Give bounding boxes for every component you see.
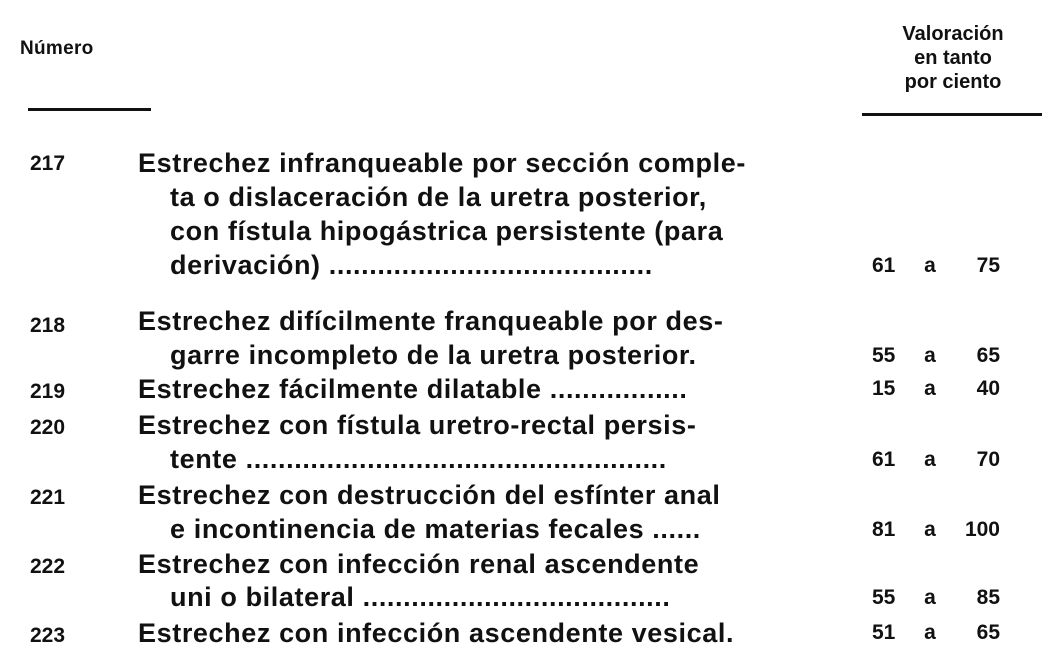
valuation-to: 75 (976, 254, 1000, 277)
entry-number: 222 (30, 555, 66, 578)
entry-text-line: Estrechez con infección renal ascendente (138, 549, 700, 579)
entry-text-line: Estrechez difícilmente franqueable por des- (138, 306, 724, 336)
header-valoracion-line: en tanto (914, 47, 992, 69)
valuation-separator: a (924, 344, 936, 367)
valuation-separator: a (924, 254, 936, 277)
entry-text-line: Estrechez infranqueable por sección comple- (138, 148, 746, 178)
entry-text-line: garre incompleto de la uretra posterior. (170, 340, 697, 370)
valuation-separator: a (924, 518, 936, 541)
valuation-from: 61 (872, 448, 896, 471)
entry-number: 217 (30, 152, 66, 175)
valuation-to: 100 (964, 518, 1000, 541)
entry-text-line: con fístula hipogástrica persistente (para (170, 216, 724, 246)
valuation-from: 55 (872, 344, 896, 367)
entry-text-line: tente .................................................... (170, 444, 667, 474)
entry-text-line: ta o dislaceración de la uretra posterior, (170, 182, 707, 212)
entry-number: 218 (30, 314, 66, 337)
header-valoracion-line: Valoración (902, 23, 1004, 45)
valuation-from: 61 (872, 254, 896, 277)
entry-text-line: Estrechez con fístula uretro-rectal persis- (138, 410, 697, 440)
valuation-to: 65 (976, 344, 1000, 367)
valuation-separator: a (924, 586, 936, 609)
valuation-from: 55 (872, 586, 896, 609)
header-valoracion-line: por ciento (904, 71, 1002, 93)
valuation-separator: a (924, 448, 936, 471)
entry-number: 221 (30, 486, 66, 509)
valuation-separator: a (924, 621, 936, 644)
valuation-to: 85 (976, 586, 1000, 609)
header-rule-right (862, 113, 1042, 116)
entry-text-line: Estrechez fácilmente dilatable ................. (138, 374, 688, 404)
entry-text-line: e incontinencia de materias fecales ...... (170, 514, 701, 544)
header-rule-left (28, 108, 151, 111)
entry-text-line: uni o bilateral ...................................... (170, 582, 671, 612)
entry-text-line: Estrechez con infección ascendente vesical. (138, 618, 735, 648)
entry-number: 223 (30, 624, 66, 647)
valuation-to: 70 (976, 448, 1000, 471)
valuation-from: 51 (872, 621, 896, 644)
entry-number: 220 (30, 416, 66, 439)
header-numero: Número (20, 38, 94, 59)
valuation-separator: a (924, 377, 936, 400)
valuation-to: 40 (976, 377, 1000, 400)
valuation-to: 65 (976, 621, 1000, 644)
valuation-from: 15 (872, 377, 896, 400)
entry-number: 219 (30, 380, 66, 403)
entry-text-line: Estrechez con destrucción del esfínter anal (138, 480, 721, 510)
entry-text-line: derivación) ........................................ (170, 250, 653, 280)
valuation-from: 81 (872, 518, 896, 541)
header-valoracion (868, 22, 1038, 94)
